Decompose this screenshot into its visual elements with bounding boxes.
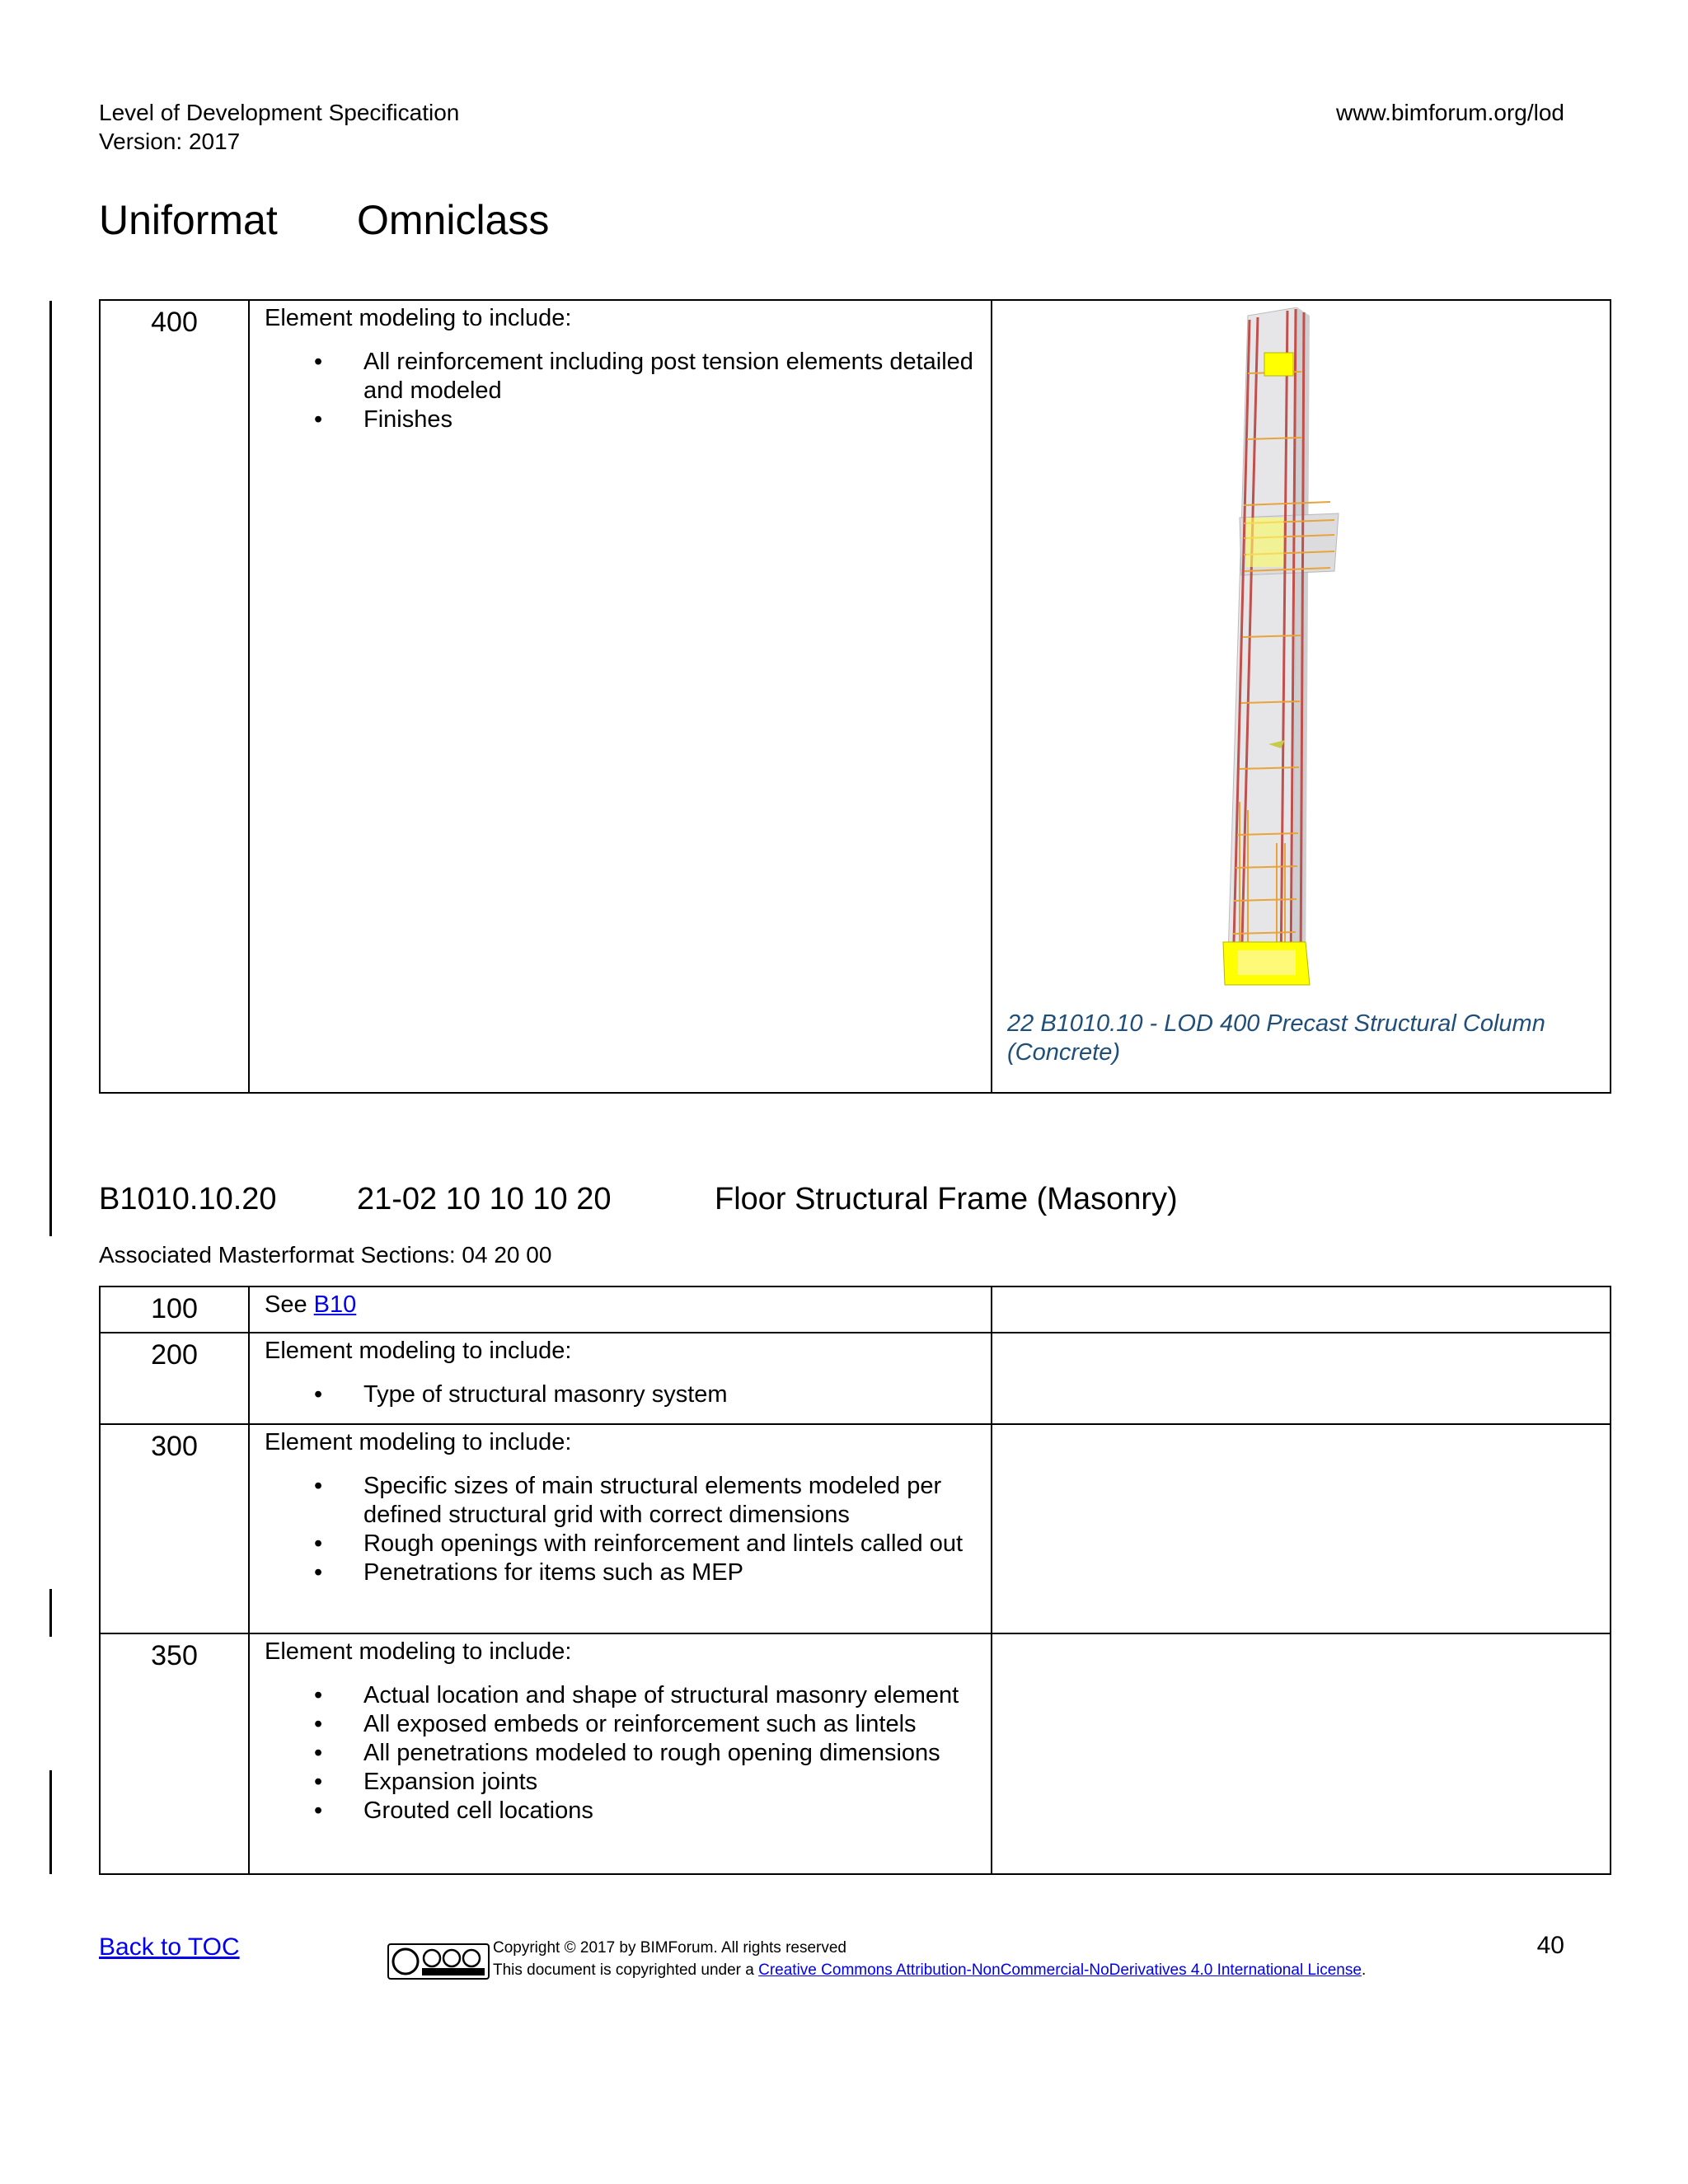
lod-figure-cell <box>992 1633 1611 1874</box>
license-prefix: This document is copyrighted under a <box>493 1961 759 1979</box>
lod-bullets <box>265 1681 976 1825</box>
lod-level: 100 <box>100 1286 249 1333</box>
revision-bar <box>49 301 52 1236</box>
lod-table-top <box>99 299 1611 1094</box>
figure-caption: 22 B1010.10 - LOD 400 Precast Structural Column (Concrete) <box>1007 1010 1545 1066</box>
table-row <box>100 1633 1611 1874</box>
license-notice <box>493 1960 1366 1981</box>
list-item: • Expansion joints <box>314 1769 538 1795</box>
lod-description <box>249 1333 992 1424</box>
lod-level: 300 <box>100 1424 249 1633</box>
lod-level: 400 <box>100 300 249 1093</box>
precast-column-illustration <box>1198 307 1363 991</box>
lod-intro: Element modeling to include: <box>265 1638 572 1665</box>
omniclass-heading: Omniclass <box>357 197 550 243</box>
lod-intro: Element modeling to include: <box>265 305 572 331</box>
list-item: • Specific sizes of main structural elements modeled per defined structural grid with correct dimensions <box>314 1473 942 1528</box>
section-uniformat-code: B1010.10.20 <box>99 1182 277 1216</box>
section-omniclass-code: 21-02 10 10 10 20 <box>357 1182 612 1216</box>
spec-title: Level of Development Specification <box>99 100 460 125</box>
revision-bar <box>49 1589 52 1637</box>
table-row <box>100 300 1611 1093</box>
list-item: • Grouted cell locations <box>314 1797 593 1824</box>
license-link[interactable]: Creative Commons Attribution-NonCommercial-NoDerivatives 4.0 International License <box>758 1961 1362 1979</box>
table-row <box>100 1286 1611 1333</box>
copyright-notice: Copyright © 2017 by BIMForum. All rights reserved <box>493 1939 847 1957</box>
lod-figure-cell <box>992 1333 1611 1424</box>
lod-level: 200 <box>100 1333 249 1424</box>
table-row <box>100 1424 1611 1633</box>
lod-figure-cell <box>992 300 1611 1093</box>
lod-intro: Element modeling to include: <box>265 1338 572 1364</box>
cc-license-logo <box>387 1943 490 1980</box>
see-b10-link[interactable]: B10 <box>313 1291 357 1318</box>
revision-bar <box>49 1770 52 1874</box>
list-item: • Finishes <box>314 406 452 433</box>
list-item: • Type of structural masonry system <box>314 1381 728 1408</box>
list-item: • Actual location and shape of structural masonry element <box>314 1682 959 1708</box>
spec-version: Version: 2017 <box>99 129 241 154</box>
back-to-toc-link[interactable]: Back to TOC <box>99 1933 240 1961</box>
cc-license-icon <box>391 1947 486 1976</box>
list-item: • All reinforcement including post tension elements detailed and modeled <box>314 349 973 404</box>
table-row <box>100 1333 1611 1424</box>
lod-level: 350 <box>100 1633 249 1874</box>
site-url: www.bimforum.org/lod <box>1336 100 1564 125</box>
lod-description <box>249 1424 992 1633</box>
lod-bullets <box>265 1472 976 1587</box>
list-item: • All penetrations modeled to rough opening dimensions <box>314 1740 940 1766</box>
page-number: 40 <box>1536 1932 1564 1959</box>
list-item: • Penetrations for items such as MEP <box>314 1559 743 1586</box>
lod-bullets <box>265 348 976 434</box>
list-item: • Rough openings with reinforcement and lintels called out <box>314 1530 964 1557</box>
lod-description <box>249 1633 992 1874</box>
lod-bullets <box>265 1380 976 1409</box>
uniformat-heading: Uniformat <box>99 197 278 243</box>
lod-table-main <box>99 1286 1611 1875</box>
section-title: Floor Structural Frame (Masonry) <box>715 1182 1178 1216</box>
list-item: • All exposed embeds or reinforcement such as lintels <box>314 1711 917 1737</box>
lod-description <box>249 300 992 1093</box>
lod-intro: Element modeling to include: <box>265 1429 572 1455</box>
license-suffix: . <box>1361 1961 1367 1979</box>
lod-description <box>249 1286 992 1333</box>
lod-figure-cell <box>992 1424 1611 1633</box>
lod-figure-cell <box>992 1286 1611 1333</box>
see-prefix: See <box>265 1291 314 1318</box>
masterformat-sections: Associated Masterformat Sections: 04 20 00 <box>99 1242 552 1268</box>
